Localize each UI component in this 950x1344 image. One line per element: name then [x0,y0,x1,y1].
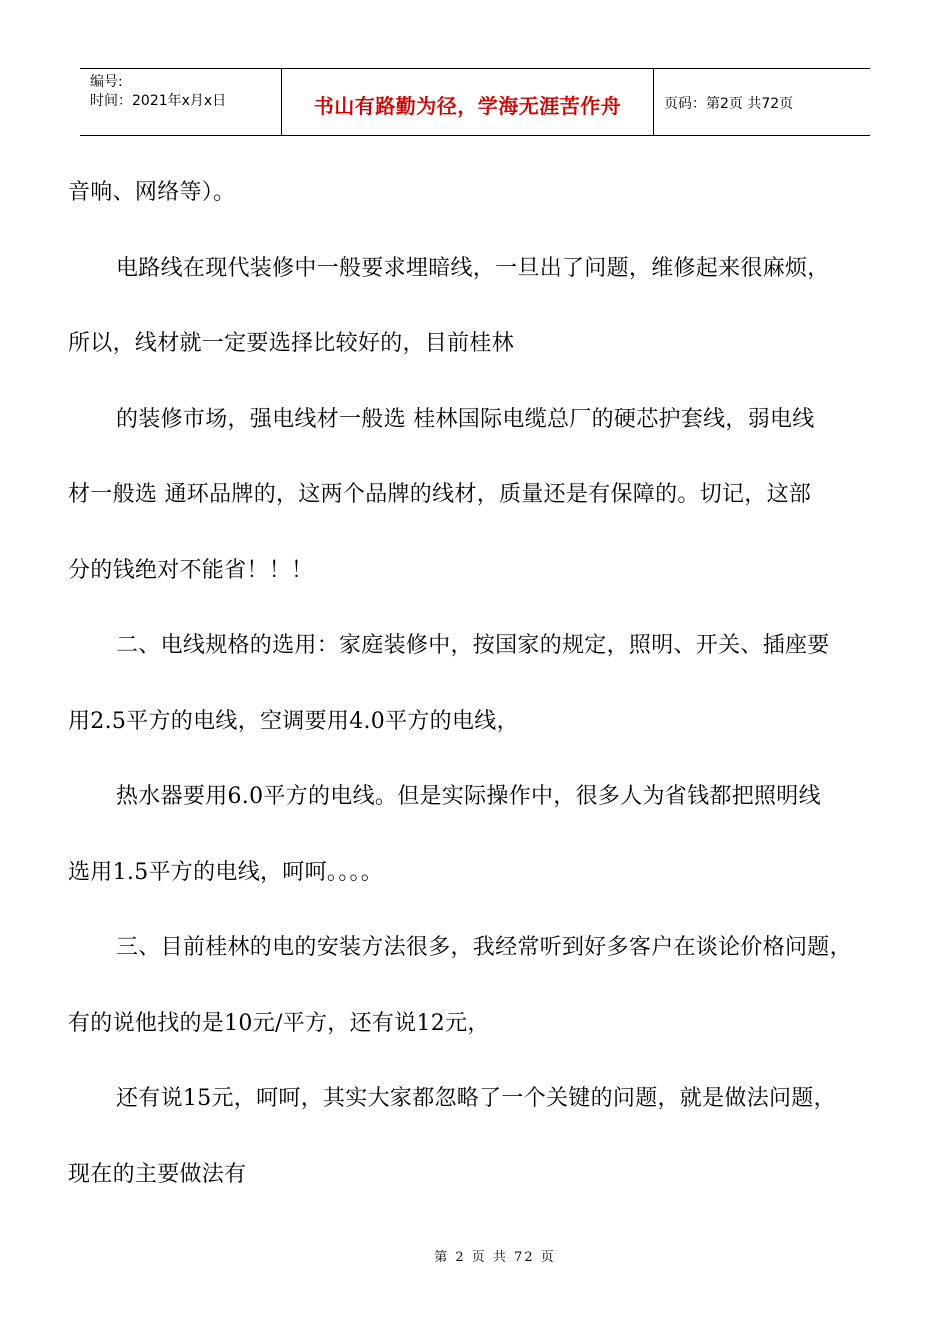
page-footer: 第 2 页 共 72 页 [434,1250,556,1265]
text-line: 现在的主要做法有 [68,1161,247,1187]
text-line: 还有说15元，呵呵，其实大家都忽略了一个关键的问题，就是做法问题， [116,1086,836,1111]
document-body [68,168,898,1225]
text-line: 三、目前桂林的电的安装方法很多，我经常听到好多客户在谈论价格问题， [116,935,852,960]
header-page-info: 页码：第2页 共72页 [664,96,794,112]
text-line: 的装修市场，强电线材一般选 桂林国际电缆总厂的硬芯护套线，弱电线 [116,406,815,432]
text-line: 选用1.5平方的电线，呵呵。。。。 [68,859,384,885]
document-header [80,68,870,136]
date-label: 时间：2021年x月x日 [90,93,227,109]
header-meta [80,69,282,135]
serial-number-label: 编号: [90,74,123,90]
text-line: 用2.5平方的电线，空调要用4.0平方的电线， [68,708,519,734]
text-line: 所以，线材就一定要选择比较好的，目前桂林 [68,331,515,356]
text-line: 分的钱绝对不能省！！！ [68,557,314,583]
text-line: 电路线在现代装修中一般要求埋暗线，一旦出了问题，维修起来很麻烦， [116,255,830,281]
text-line: 热水器要用6.0平方的电线。但是实际操作中，很多人为省钱都把照明线 [116,784,821,809]
text-line: 材一般选 通环品牌的，这两个品牌的线材，质量还是有保障的。切记，这部 [68,482,812,507]
text-line: 二、电线规格的选用：家庭装修中，按国家的规定，照明、开关、插座要 [116,633,830,658]
text-line: 音响、网络等）。 [68,180,236,205]
text-line: 有的说他找的是10元/平方，还有说12元， [68,1010,490,1036]
header-motto: 书山有路勤为径，学海无涯苦作舟 [282,69,654,135]
